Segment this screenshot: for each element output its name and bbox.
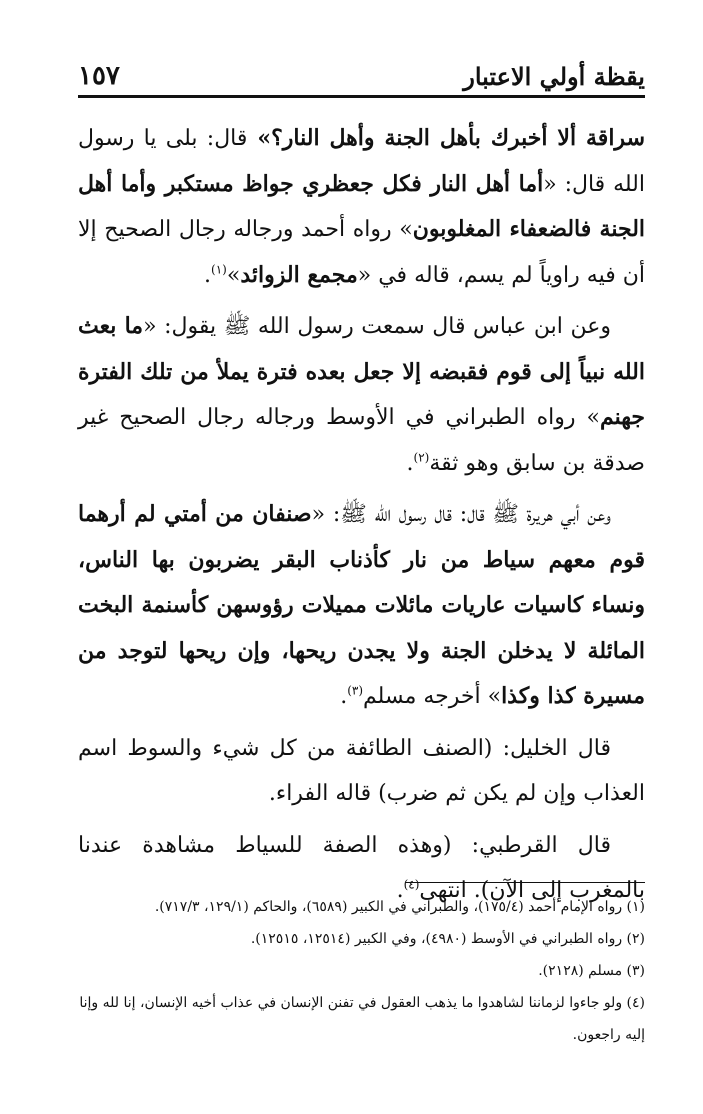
body-text: وعن أبي هريرة ﷺ قال: قال رسول الله ﷺ: «	[311, 502, 611, 527]
body-text: .	[204, 262, 212, 288]
body-text: .	[396, 878, 404, 903]
footnotes-section	[78, 882, 645, 1051]
paragraph	[78, 492, 645, 720]
footnote: (٢) رواه الطبراني في الأوسط (٤٩٨٠)، وفي الكبير (١٢٥١٤، ١٢٥١٥).	[250, 931, 645, 947]
footnote: (٣) مسلم (٢١٢٨).	[538, 963, 645, 979]
body-text: » رواه الطبراني في الأوسط ورجاله رجال الصحيح غير صدقة بن سابق وهو ثقة	[78, 405, 645, 476]
page-number: ١٥٧	[78, 61, 120, 91]
main-text	[78, 116, 645, 920]
hadith-text: صنفان من أمتي لم أرهما قوم معهم سياط من نار كأذناب البقر يضربون بها الناس، ونساء كاسيات عاريات مائلات مميلات رؤوسهن كأسنمة البخت المائلة لا يدخلن الجنة ولا يجدن ريحها، وإن ريحها لتوجد من مسيرة كذا وكذا	[78, 501, 645, 709]
body-text: قال: بلى يا رسول الله قال: «	[78, 126, 645, 197]
footnote-divider	[405, 882, 645, 883]
body-text: » رواه أحمد ورجاله رجال الصحيح إلا أن فيه راوياً لم يسم، قاله في «	[78, 217, 645, 288]
hadith-text: سراقة ألا أخبرك بأهل الجنة وأهل النار؟»	[247, 125, 646, 151]
footnote-list	[78, 891, 645, 1051]
hadith-text: أما أهل النار فكل جعظري جواظ مستكبر وأما أهل الجنة فالضعفاء المغلوبون	[78, 170, 646, 242]
paragraph	[78, 116, 645, 298]
footnote-marker: (٣)	[347, 683, 364, 698]
paragraph	[78, 304, 645, 486]
footnote-marker: (٢)	[413, 450, 430, 465]
hadith-text: مجمع الزوائد	[240, 261, 358, 288]
running-header	[78, 58, 645, 98]
footnote-marker: (٤)	[403, 877, 420, 892]
footnote: (١) رواه الإمام أحمد (١٧٥/٤)، والطبراني في الكبير (٦٥٨٩)، والحاكم (١٢٩/١، ٧١٧/٣).	[154, 899, 645, 915]
body-text: قال القرطبي: (وهذه الصفة للسياط مشاهدة عندنا بالمغرب إلى الآن). انتهى	[78, 832, 645, 903]
body-text: »	[226, 262, 241, 288]
footnote-marker: (١)	[211, 262, 227, 277]
body-text: قال الخليل: (الصنف الطائفة من كل شيء والسوط اسم العذاب وإن لم يكن ثم ضرب) قاله الفراء.	[78, 735, 645, 806]
body-text: .	[340, 684, 348, 709]
body-text: » أخرجه مسلم	[363, 684, 502, 709]
book-title: يقظة أولي الاعتبار	[463, 62, 645, 91]
footnote: (٤) ولو جاءوا لزماننا لشاهدوا ما يذهب العقول في تفنن الإنسان في عذاب أخيه الإنسان، إنا لله وإنا إليه راجعون.	[79, 995, 645, 1043]
paragraph	[78, 726, 645, 817]
body-text: وعن ابن عباس قال سمعت رسول الله ﷺ يقول: «	[143, 314, 611, 339]
hadith-text: ما بعث الله نبياً إلى قوم فقبضه إلا جعل بعده فترة يملأ من تلك الفترة جهنم	[78, 313, 645, 430]
body-text: .	[406, 450, 414, 476]
